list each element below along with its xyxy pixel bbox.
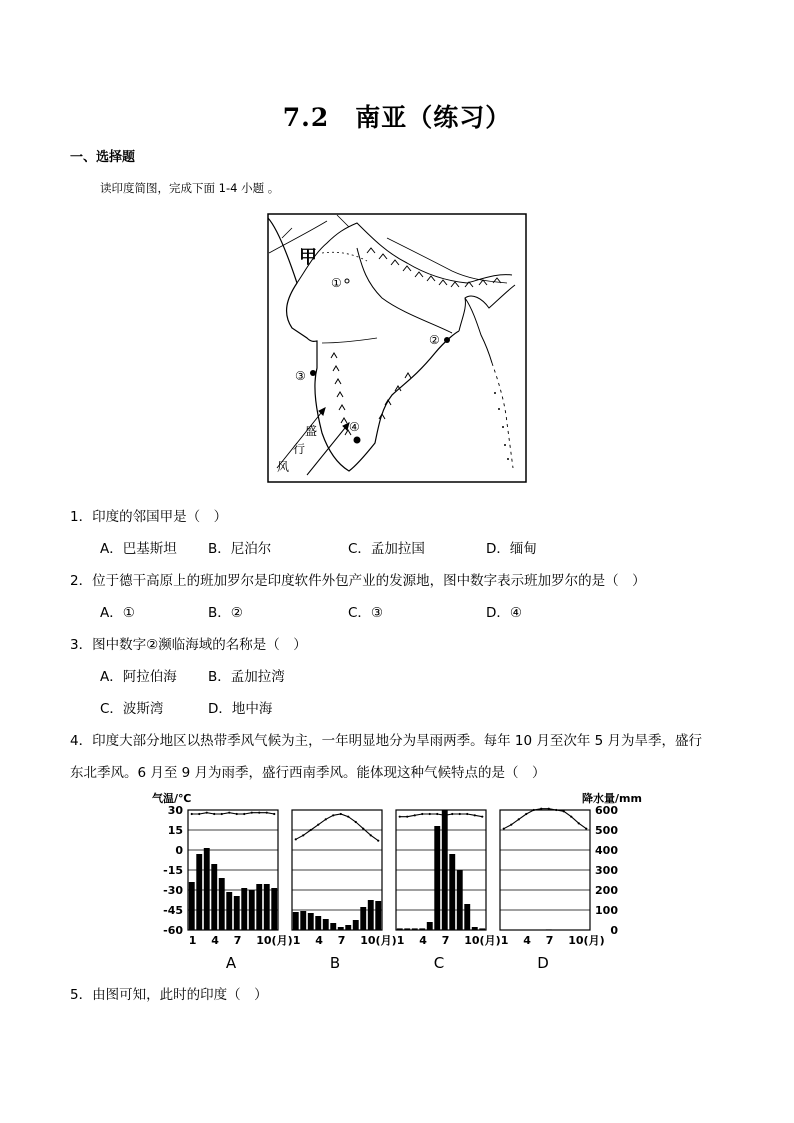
- temperature-point: [325, 818, 327, 820]
- x-tick-label: 4: [523, 934, 531, 947]
- precip-bar: [353, 920, 359, 930]
- question-2-stem: 2．位于德干高原上的班加罗尔是印度软件外包产业的发源地，图中数字表示班加罗尔的是（ ）: [70, 573, 646, 589]
- x-tick-label: 10(月): [360, 934, 397, 947]
- page-title: 7.2 南亚（练习）: [282, 103, 512, 132]
- right-ticks: [595, 804, 618, 937]
- precip-bar: [249, 890, 255, 930]
- wind-char-1: 盛: [305, 424, 318, 438]
- precip-bar: [271, 888, 277, 930]
- left-tick-label: 30: [167, 804, 183, 817]
- precip-bar: [397, 928, 403, 930]
- question-4-stem-line2: 东北季风。6 月至 9 月为雨季，盛行西南季风。能体现这种气候特点的是（ ）: [70, 765, 546, 781]
- temperature-point: [406, 816, 408, 818]
- x-tick-label: 4: [211, 934, 219, 947]
- left-tick-label: -45: [163, 904, 183, 917]
- temperature-point: [563, 810, 565, 812]
- temperature-point: [362, 828, 364, 830]
- question-4-stem-line1: 4．印度大部分地区以热带季风气候为主，一年明显地分为旱雨两季。每年 10 月至次年 5 月为旱季，盛行: [70, 733, 703, 749]
- temperature-point: [317, 824, 319, 826]
- x-tick-label: 10(月): [256, 934, 293, 947]
- temperature-point: [540, 808, 542, 810]
- temperature-point: [370, 834, 372, 836]
- precip-bar: [196, 854, 202, 930]
- label-jia: 甲: [299, 247, 317, 268]
- x-tick-label: 10(月): [464, 934, 501, 947]
- left-ticks: [163, 804, 183, 937]
- left-tick-label: -30: [163, 884, 183, 897]
- precip-bar: [330, 923, 336, 930]
- q1-option-b[interactable]: B．尼泊尔: [208, 541, 272, 557]
- precip-bar: [457, 870, 463, 930]
- right-tick-label: 0: [610, 924, 618, 937]
- precip-bar: [256, 884, 262, 930]
- temperature-point: [213, 813, 215, 815]
- precip-bar: [315, 916, 321, 930]
- precip-bar: [412, 928, 418, 930]
- temperature-point: [236, 813, 238, 815]
- right-tick-label: 200: [595, 884, 618, 897]
- climate-panel-d: [500, 808, 605, 972]
- marker-3: ③: [295, 369, 306, 383]
- x-tick-label: 1: [500, 934, 509, 947]
- temperature-point: [414, 814, 416, 816]
- intro-text: 读印度简图，完成下面 1-4 小题 。: [100, 181, 280, 195]
- temperature-point: [481, 816, 483, 818]
- climate-panel-b: [292, 810, 397, 972]
- x-tick-label: 7: [545, 934, 554, 947]
- x-tick-label: 7: [337, 934, 346, 947]
- right-tick-label: 300: [595, 864, 618, 877]
- temperature-point: [258, 812, 260, 814]
- marker-2: ②: [429, 333, 440, 347]
- temperature-point: [533, 809, 535, 811]
- x-tick-label: 4: [419, 934, 427, 947]
- q3-option-a[interactable]: A．阿拉伯海: [100, 669, 177, 685]
- precip-bar: [479, 928, 485, 930]
- panel-label: A: [225, 954, 237, 972]
- x-tick-label: 1: [188, 934, 197, 947]
- city-dot-4: [354, 437, 361, 444]
- right-tick-label: 400: [595, 844, 618, 857]
- precip-bar: [219, 878, 225, 930]
- precip-bar: [323, 919, 329, 930]
- city-dot-3: [310, 370, 316, 376]
- temperature-point: [421, 813, 423, 815]
- temperature-point: [399, 816, 401, 818]
- temperature-point: [251, 812, 253, 814]
- temperature-point: [198, 813, 200, 815]
- precip-bar: [546, 929, 552, 930]
- right-tick-label: 100: [595, 904, 618, 917]
- precip-bar: [404, 928, 410, 930]
- temperature-point: [466, 813, 468, 815]
- left-tick-label: 0: [175, 844, 183, 857]
- q3-option-c[interactable]: C．波斯湾: [100, 701, 164, 717]
- temperature-point: [570, 816, 572, 818]
- precip-bar: [300, 911, 306, 930]
- precip-bar: [449, 854, 455, 930]
- temperature-point: [221, 813, 223, 815]
- x-tick-label: 1: [292, 934, 301, 947]
- temperature-point: [451, 813, 453, 815]
- panel-label: D: [537, 954, 549, 972]
- temperature-point: [266, 812, 268, 814]
- temperature-point: [429, 813, 431, 815]
- precip-bar: [204, 848, 210, 930]
- precip-bar: [434, 826, 440, 930]
- temperature-point: [310, 829, 312, 831]
- climate-charts: [150, 788, 642, 978]
- right-tick-label: 500: [595, 824, 618, 837]
- q2-option-a[interactable]: A．①: [100, 605, 135, 621]
- wind-char-2: 行: [293, 442, 306, 456]
- temperature-point: [444, 814, 446, 816]
- q3-option-d[interactable]: D．地中海: [208, 701, 273, 717]
- city-dot-2: [444, 337, 450, 343]
- temperature-point: [525, 813, 527, 815]
- temperature-point: [377, 840, 379, 842]
- temperature-point: [228, 812, 230, 814]
- question-3-stem: 3．图中数字②濒临海域的名称是（ ）: [70, 637, 307, 653]
- q2-option-c[interactable]: C．③: [348, 605, 384, 621]
- question-5-stem: 5．由图可知，此时的印度（ ）: [70, 987, 268, 1003]
- precip-bar: [464, 904, 470, 930]
- precip-bar: [360, 907, 366, 930]
- precip-bar: [427, 922, 433, 930]
- q1-option-a[interactable]: A．巴基斯坦: [100, 541, 177, 557]
- x-tick-label: 7: [233, 934, 242, 947]
- precip-bar: [442, 810, 448, 930]
- temperature-point: [302, 834, 304, 836]
- panel-label: B: [329, 954, 341, 972]
- temperature-point: [295, 838, 297, 840]
- precip-bar: [375, 901, 381, 930]
- temperature-point: [243, 813, 245, 815]
- climate-panel-a: [188, 810, 293, 972]
- q1-option-c[interactable]: C．孟加拉国: [348, 541, 425, 557]
- temperature-point: [340, 813, 342, 815]
- precip-bar: [419, 928, 425, 930]
- x-tick-label: 10(月): [568, 934, 605, 947]
- left-tick-label: -60: [163, 924, 183, 937]
- q2-option-d[interactable]: D．④: [486, 605, 522, 621]
- precip-bar: [338, 927, 344, 930]
- wind-char-3: 风: [277, 460, 290, 474]
- temperature-point: [332, 814, 334, 816]
- precip-bar: [308, 913, 314, 930]
- temperature-point: [191, 813, 193, 815]
- x-tick-label: 4: [315, 934, 323, 947]
- left-tick-label: 15: [167, 824, 183, 837]
- temperature-point: [474, 814, 476, 816]
- q1-option-d[interactable]: D．缅甸: [486, 541, 537, 557]
- temperature-point: [273, 813, 275, 815]
- precip-bar: [211, 864, 217, 930]
- left-tick-label: -15: [163, 864, 183, 877]
- precip-bar: [226, 892, 232, 930]
- precip-bar: [189, 882, 195, 930]
- precip-bar: [345, 925, 351, 930]
- right-axis-label: 降水量/mm: [582, 792, 642, 805]
- precip-bar: [293, 912, 299, 930]
- temperature-point: [555, 809, 557, 811]
- temperature-point: [518, 818, 520, 820]
- chart-panels: [188, 808, 605, 972]
- precip-bar: [241, 888, 247, 930]
- temperature-point: [355, 821, 357, 823]
- q2-option-b[interactable]: B．②: [208, 605, 243, 621]
- x-tick-label: 7: [441, 934, 450, 947]
- question-1-stem: 1．印度的邻国甲是（ ）: [70, 509, 228, 525]
- marker-4: ④: [349, 420, 360, 434]
- temperature-point: [347, 816, 349, 818]
- india-map: [267, 213, 527, 483]
- temperature-point: [436, 813, 438, 815]
- temperature-point: [585, 828, 587, 830]
- x-tick-label: 1: [396, 934, 405, 947]
- section-heading: 一、选择题: [70, 150, 136, 165]
- panel-label: C: [433, 954, 445, 972]
- temperature-point: [503, 828, 505, 830]
- precip-bar: [264, 884, 270, 930]
- right-tick-label: 600: [595, 804, 618, 817]
- precip-bar: [472, 927, 478, 930]
- temperature-point: [459, 813, 461, 815]
- q3-option-b[interactable]: B．孟加拉湾: [208, 669, 285, 685]
- temperature-point: [548, 808, 550, 810]
- precip-bar: [234, 896, 240, 930]
- temperature-point: [510, 824, 512, 826]
- temperature-point: [206, 812, 208, 814]
- temperature-point: [578, 822, 580, 824]
- left-axis-label: 气温/℃: [152, 792, 192, 805]
- precip-bar: [368, 900, 374, 930]
- climate-panel-c: [396, 810, 501, 972]
- marker-1: ①: [331, 276, 342, 290]
